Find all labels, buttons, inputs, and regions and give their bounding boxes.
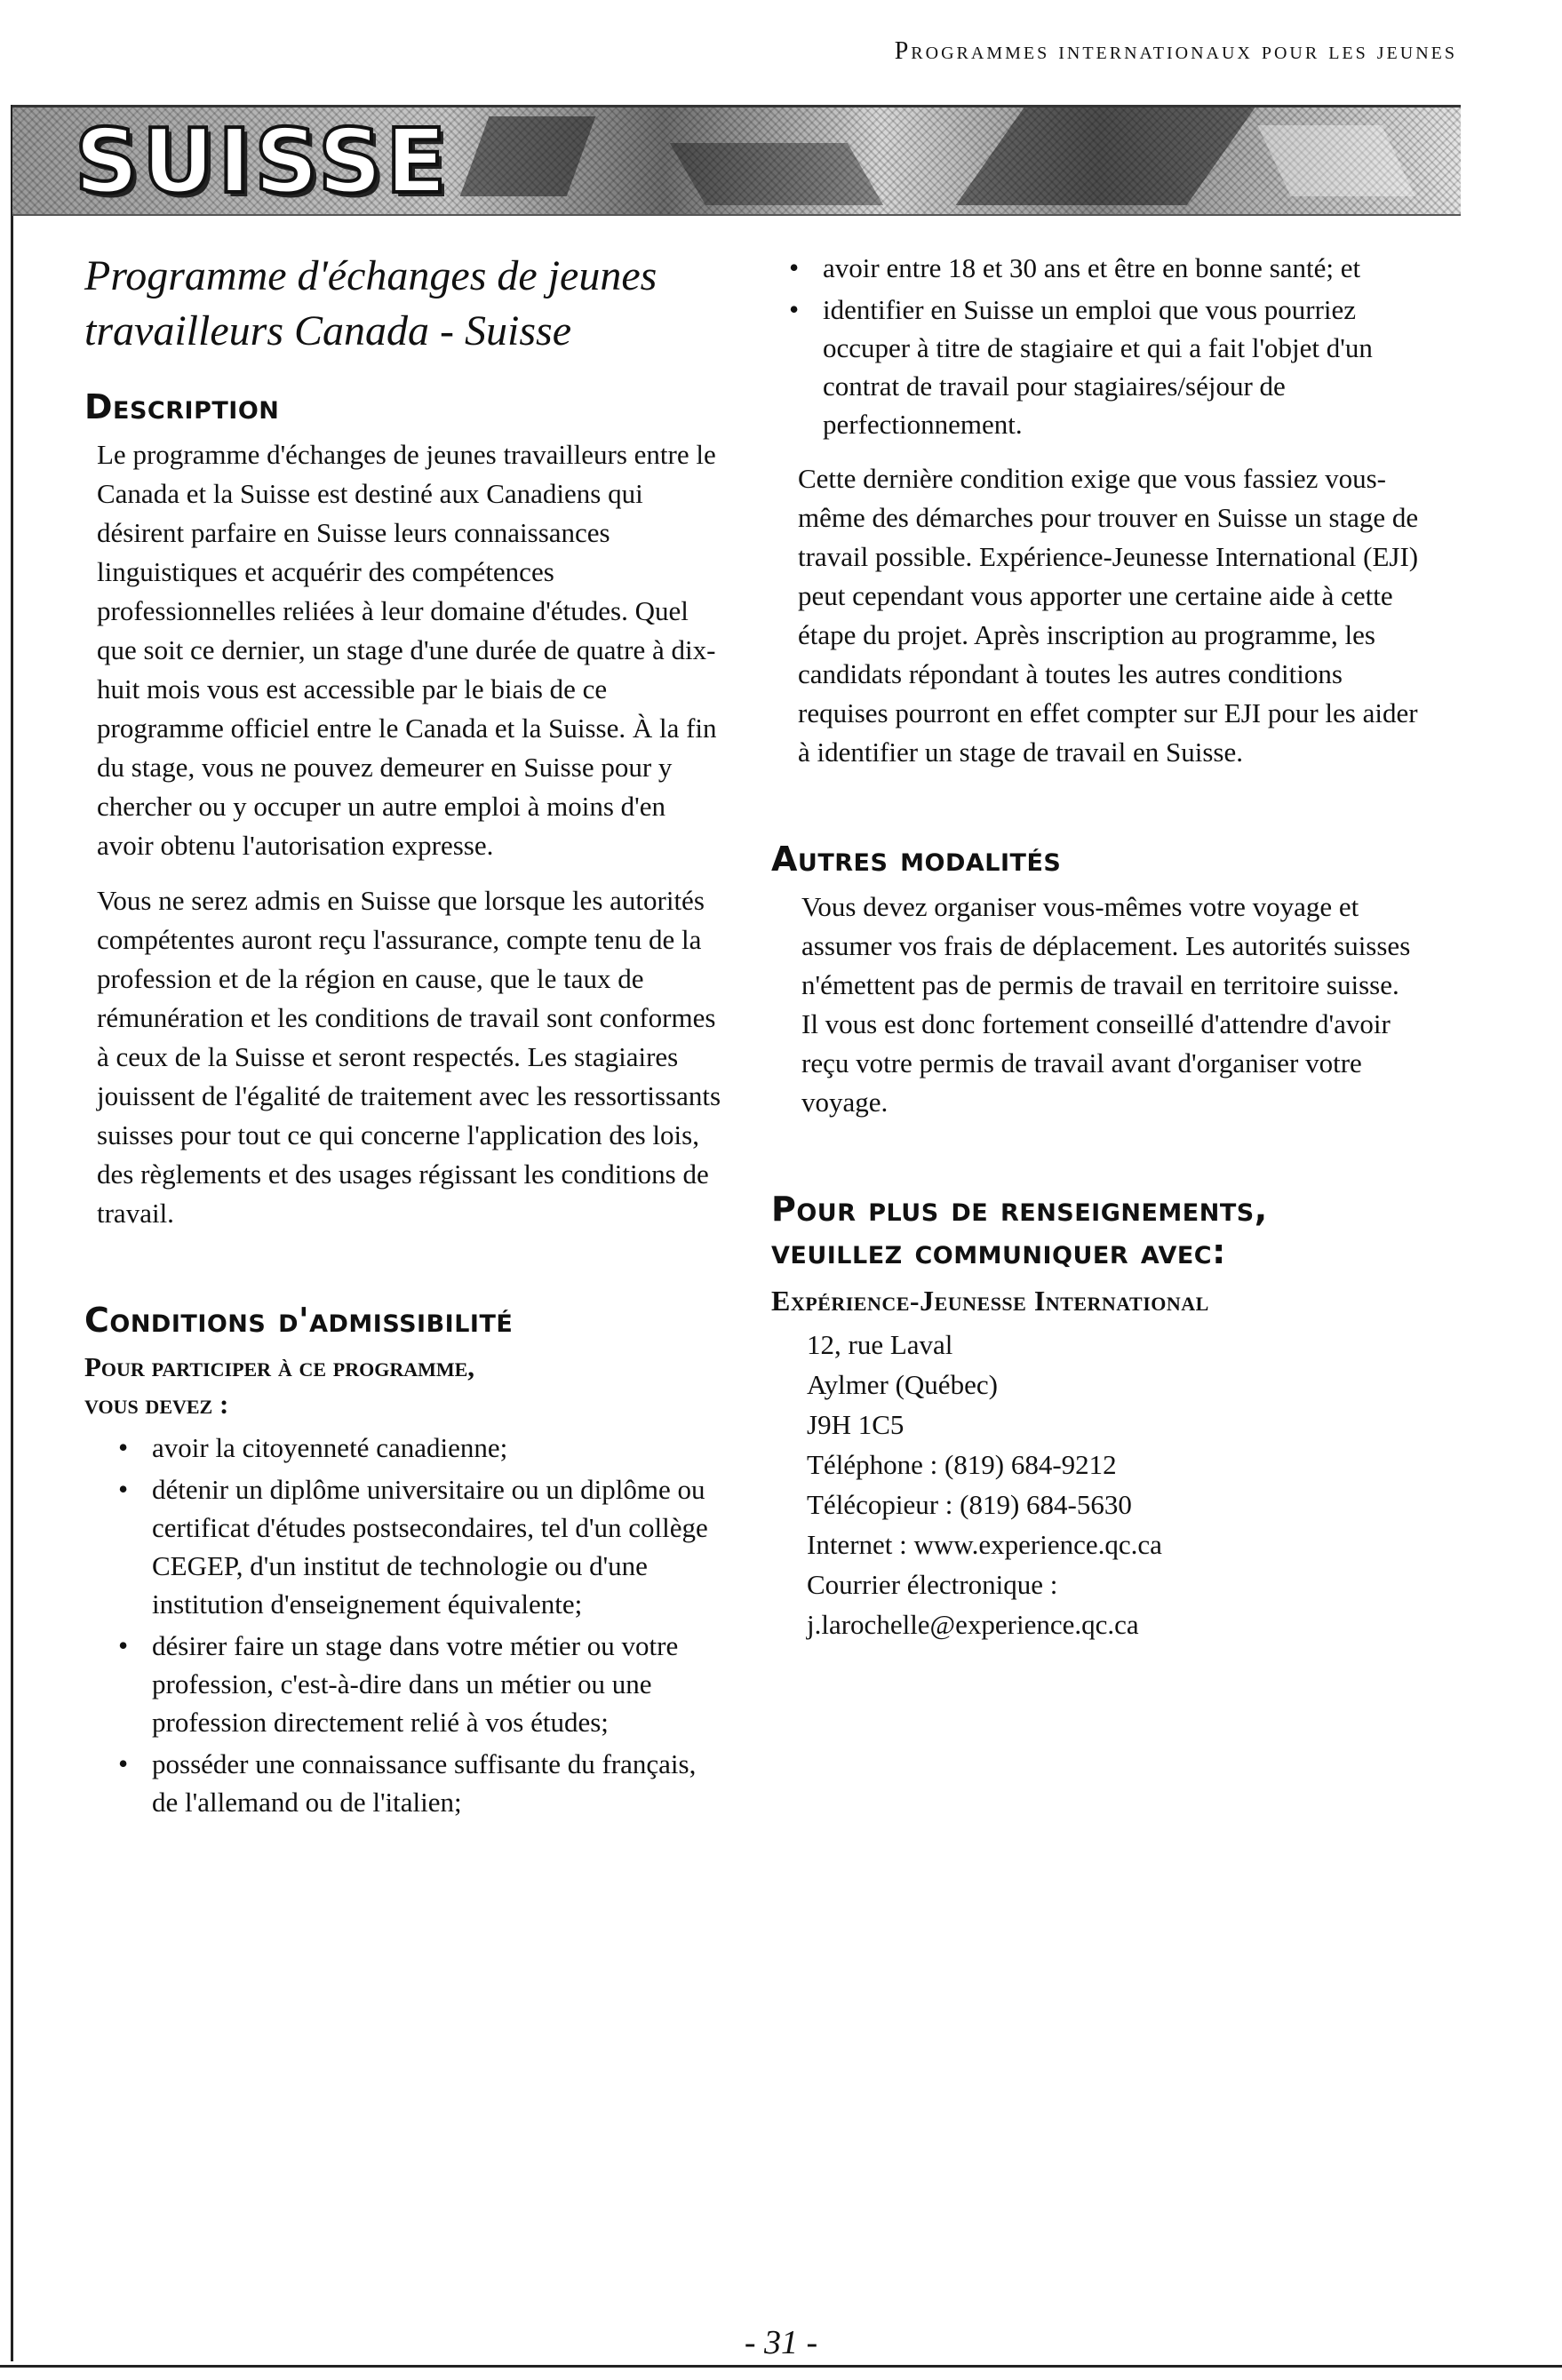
banner-title: SUISSE [75, 109, 450, 213]
banner-texture-shape [670, 143, 883, 205]
banner-texture-shape [955, 107, 1255, 205]
description-paragraph-1: Le programme d'échanges de jeunes travailleurs entre le Canada et la Suisse est destiné aux Canadiens qui désirent parfaire en Suisse leurs connaissances linguistiques et acquérir des compétences professionnelles reliées à leur domaine d'études. Quel que soit ce dernier, un stage d'une durée de quatre à dix-huit mois vous est accessible par le biais de ce programme officiel entre le Canada et la Suisse. À la fin du stage, vous ne pouvez demeurer en Suisse pour y chercher ou y occuper un autre emploi à moins d'en avoir obtenu l'autorisation expresse. [97, 439, 717, 861]
page-number: - 31 - [744, 2324, 818, 2361]
conditions-subheading-line2: vous devez : [84, 1389, 229, 1420]
conditions-subheading-line1: Pour participer à ce programme, [84, 1351, 475, 1382]
description-heading: Description [84, 387, 280, 426]
contact-internet: Internet : www.experience.qc.ca [807, 1529, 1162, 1560]
conditions-heading: Conditions d'admissibilité [84, 1301, 514, 1340]
contact-heading-line1: Pour plus de renseignements, [771, 1190, 1268, 1229]
left-column [84, 249, 724, 1837]
contact-heading [771, 1188, 1420, 1273]
condition-item: • identifier en Suisse un emploi que vous pourriez occuper à titre de stagiaire et qui a fait l'objet d'un contrat de travail pour stagiaires/séjour de perfectionnement. [789, 291, 1420, 443]
program-title-line2: travailleurs Canada - Suisse [84, 307, 571, 354]
banner-texture-shape [1257, 125, 1415, 196]
contact-email-label: Courrier électronique : [807, 1569, 1058, 1600]
contact-address-city: Aylmer (Québec) [807, 1369, 998, 1400]
banner [12, 105, 1461, 216]
condition-item: • avoir la citoyenneté canadienne; [118, 1429, 724, 1467]
conditions-followup: Cette dernière condition exige que vous fassiez vous-même des démarches pour trouver en Suisse un stage de travail possible. Expérience-Jeunesse International (EJI) peut cependant vous apporter une certaine aide à cette étape du projet. Après inscription au programme, les candidats répondant à toutes les autres conditions requises pourront en effet compter sur EJI pour les aider à identifier un stage de travail en Suisse. [798, 463, 1419, 768]
autres-heading: Autres modalités [771, 840, 1062, 879]
condition-item: • désirer faire un stage dans votre métier ou votre profession, c'est-à-dire dans un métier ou une profession directement relié à vos études; [118, 1627, 724, 1741]
contact-email: j.larochelle@experience.qc.ca [807, 1609, 1139, 1640]
bottom-rule [0, 2365, 1562, 2368]
conditions-list-part1 [84, 1429, 724, 1821]
contact-organization: Expérience-Jeunesse International [771, 1285, 1209, 1317]
condition-item: • avoir entre 18 et 30 ans et être en bonne santé; et [789, 249, 1420, 287]
contact-fax: Télécopieur : (819) 684-5630 [807, 1489, 1132, 1520]
contact-phone: Téléphone : (819) 684-9212 [807, 1449, 1117, 1480]
conditions-subheading [84, 1349, 724, 1423]
description-paragraph-2: Vous ne serez admis en Suisse que lorsque les autorités compétentes auront reçu l'assurance, compte tenu de la profession et de la région en cause, que le taux de rémunération et les conditions de travail sont conformes à ceux de la Suisse et seront respectés. Les stagiaires jouissent de l'égalité de traitement avec les ressortissants suisses pour tout ce qui concerne l'application des lois, des règlements et des usages régissant les conditions de travail. [97, 885, 721, 1229]
contact-postal-code: J9H 1C5 [807, 1409, 905, 1440]
right-column [771, 249, 1420, 1644]
condition-item: • détenir un diplôme universitaire ou un diplôme ou certificat d'études postsecondaires, tel d'un collège CEGEP, d'un institut de technologie ou d'une institution d'enseignement équivalente; [118, 1470, 724, 1623]
conditions-list-part2 [771, 249, 1420, 443]
program-title-line1: Programme d'échanges de jeunes [84, 252, 657, 299]
autres-text: Vous devez organiser vous-mêmes votre voyage et assumer vos frais de déplacement. Les autorités suisses n'émettent pas de permis de travail en territoire suisse. Il vous est donc fortement conseillé d'attendre d'avoir reçu votre permis de travail avant d'organiser votre voyage. [801, 891, 1411, 1118]
contact-heading-line2: veuillez communiquer avec: [771, 1232, 1226, 1271]
banner-texture-shape [460, 116, 596, 196]
condition-item: • posséder une connaissance suffisante du français, de l'allemand ou de l'italien; [118, 1745, 724, 1821]
contact-address-street: 12, rue Laval [807, 1329, 953, 1360]
program-title [84, 249, 724, 359]
running-head: Programmes internationaux pour les jeunes [894, 37, 1457, 65]
